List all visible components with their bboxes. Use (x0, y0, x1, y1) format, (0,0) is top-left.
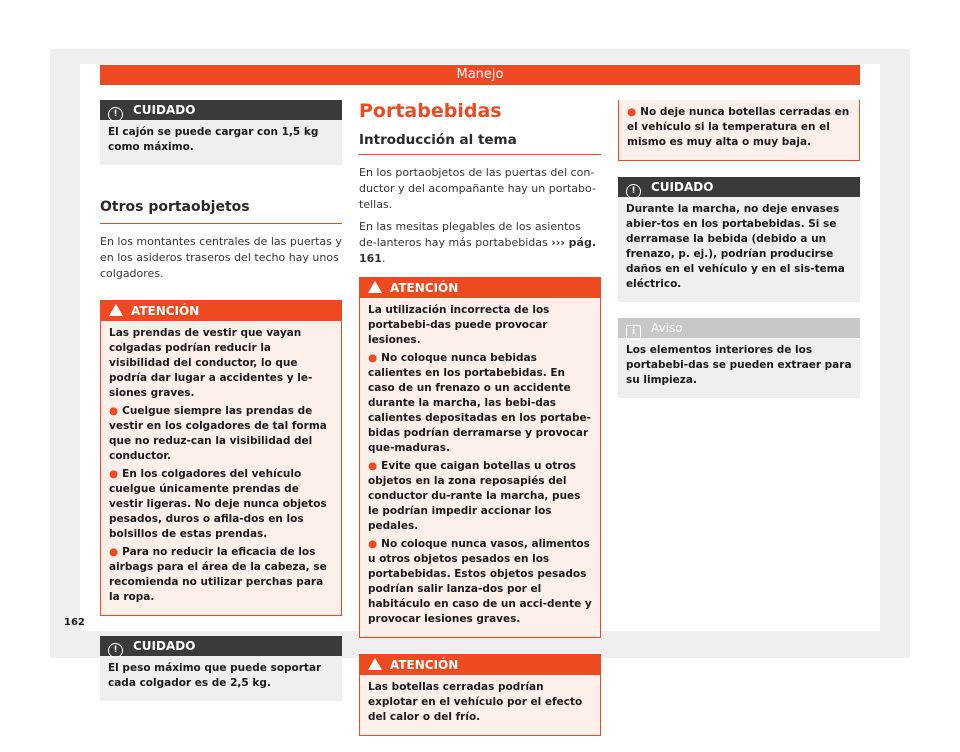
warning-triangle-icon (109, 304, 123, 316)
cuidado-box-2 (100, 636, 342, 701)
atencion-box-2-header: ATENCIÓN (360, 278, 600, 298)
caution-circle-icon: ! (108, 107, 123, 122)
cuidado-box-2-body: El peso máximo que puede soportar cada colgador es de 2,5 kg. (100, 656, 342, 701)
column-3 (618, 100, 860, 414)
paragraph-1: En los portaobjetos de las puertas del con-ductor y del acompañante hay un portabo-tellas. (359, 166, 596, 211)
page-number: 162 (64, 617, 85, 628)
list-item: ● Evite que caigan botellas u otros objetos en la zona reposapiés del conductor du-rante la marcha, pues le podrían impedir accionar los pedales. (368, 460, 581, 532)
cuidado-box-2-header: ! CUIDADO (100, 636, 342, 656)
cuidado-box-3 (618, 177, 860, 302)
column-2 (359, 100, 601, 752)
cuidado-box-3-header: ! CUIDADO (618, 177, 860, 197)
aviso-box-header: i Aviso (618, 318, 860, 338)
list-item: ● No deje nunca botellas cerradas en el vehículo si la temperatura en el mismo es muy alta o muy baja. (627, 106, 850, 148)
warning-triangle-icon (368, 281, 382, 293)
atencion-box-continued-body (619, 100, 859, 160)
atencion-box-continued (618, 100, 860, 161)
caution-circle-icon: ! (108, 643, 123, 658)
section-paragraph: En los montantes centrales de las puertas y en los asideros traseros del techo hay unos colgadores. (100, 235, 342, 280)
atencion-box-3-body: Las botellas cerradas podrían explotar en el vehículo por el efecto del calor o del frío. (360, 675, 600, 735)
atencion-box-1-body: Las prendas de vestir que vayan colgadas podrían reducir la visibilidad del conductor, lo que podría dar lugar a accidentes y le-siones graves. ● Cuelgue siempre las prendas de vestir en los colgadores de tal forma que no reduz-can la visibilidad del conductor. ● En los colgadores del vehículo cuelgue únicamente prendas de vestir ligeras. No deje nunca objetos pesados, duros o afila-dos en los bolsillos de estas prendas. ● Para no reducir la eficacia de los airbags para el área de la cabeza, se recomienda no utilizar perchas para la ropa. (101, 321, 341, 615)
atencion-box-3 (359, 654, 601, 736)
list-item: ● Cuelgue siempre las prendas de vestir en los colgadores de tal forma que no reduz-can la visibilidad del conductor. (109, 405, 327, 462)
atencion-box-1 (100, 300, 342, 616)
cuidado-box-1-header: ! CUIDADO (100, 100, 342, 120)
caution-circle-icon: ! (626, 184, 641, 199)
section-title-otros: Otros portaobjetos (100, 195, 342, 224)
subtitle: Introducción al tema (359, 132, 601, 155)
atencion-box-1-header: ATENCIÓN (101, 301, 341, 321)
list-item: ● No coloque nunca bebidas calientes en los portabebidas. En caso de un frenazo o un accidente durante la marcha, las bebi-das calientes depositadas en los portabe-bidas podrían derramarse y provocar que-maduras. (368, 352, 591, 454)
page-reference-link[interactable]: ››› pág. 161 (359, 236, 597, 265)
column-1 (100, 100, 342, 717)
cuidado-box-3-body: Durante la marcha, no deje envases abier-tos en los portabebidas. Si se derramase la bebida (debido a un frenazo, p. ej.), podrían producirse daños en el vehículo y en el sis-tema eléctrico. (618, 197, 860, 302)
paragraph-2: En las mesitas plegables de los asientos de-lanteros hay más portabebidas ››› pág. 161. (359, 220, 597, 265)
cuidado-box-1 (100, 100, 342, 165)
info-icon: i (626, 325, 641, 340)
list-item: ● Para no reducir la eficacia de los airbags para el área de la cabeza, se recomienda no utilizar perchas para la ropa. (109, 546, 327, 603)
atencion-box-2-body: La utilización incorrecta de los portabebi-das puede provocar lesiones. ● No coloque nunca bebidas calientes en los portabebidas. En caso de un frenazo o un accidente durante la marcha, las bebi-das calientes depositadas en los portabe-bidas podrían derramarse y provocar que-maduras. ● Evite que caigan botellas u otros objetos en la zona reposapiés del conductor du-rante la marcha, pues le podrían impedir accionar los pedales. ● No coloque nunca vasos, alimentos u otros objetos pesados en los portabebidas. Estos objetos pesados podrían salir lanza-dos por el habitáculo en caso de un acci-dente y provocar lesiones graves. (360, 298, 600, 637)
atencion-box-2 (359, 277, 601, 638)
page-title: Portabebidas (359, 100, 502, 122)
cuidado-box-1-body: El cajón se puede cargar con 1,5 kg como máximo. (100, 120, 342, 165)
aviso-box (618, 318, 860, 398)
atencion-box-3-header: ATENCIÓN (360, 655, 600, 675)
aviso-box-body: Los elementos interiores de los portabebi-das se pueden extraer para su limpieza. (618, 338, 860, 398)
list-item: ● No coloque nunca vasos, alimentos u otros objetos pesados en los portabebidas. Estos objetos pesados podrían salir lanza-dos por el habitáculo en caso de un acci-dente y provocar lesiones graves. (368, 538, 592, 625)
warning-triangle-icon (368, 658, 382, 670)
chapter-header: Manejo (100, 65, 860, 85)
list-item: ● En los colgadores del vehículo cuelgue únicamente prendas de vestir ligeras. No deje nunca objetos pesados, duros o afila-dos en los bolsillos de estas prendas. (109, 468, 327, 540)
